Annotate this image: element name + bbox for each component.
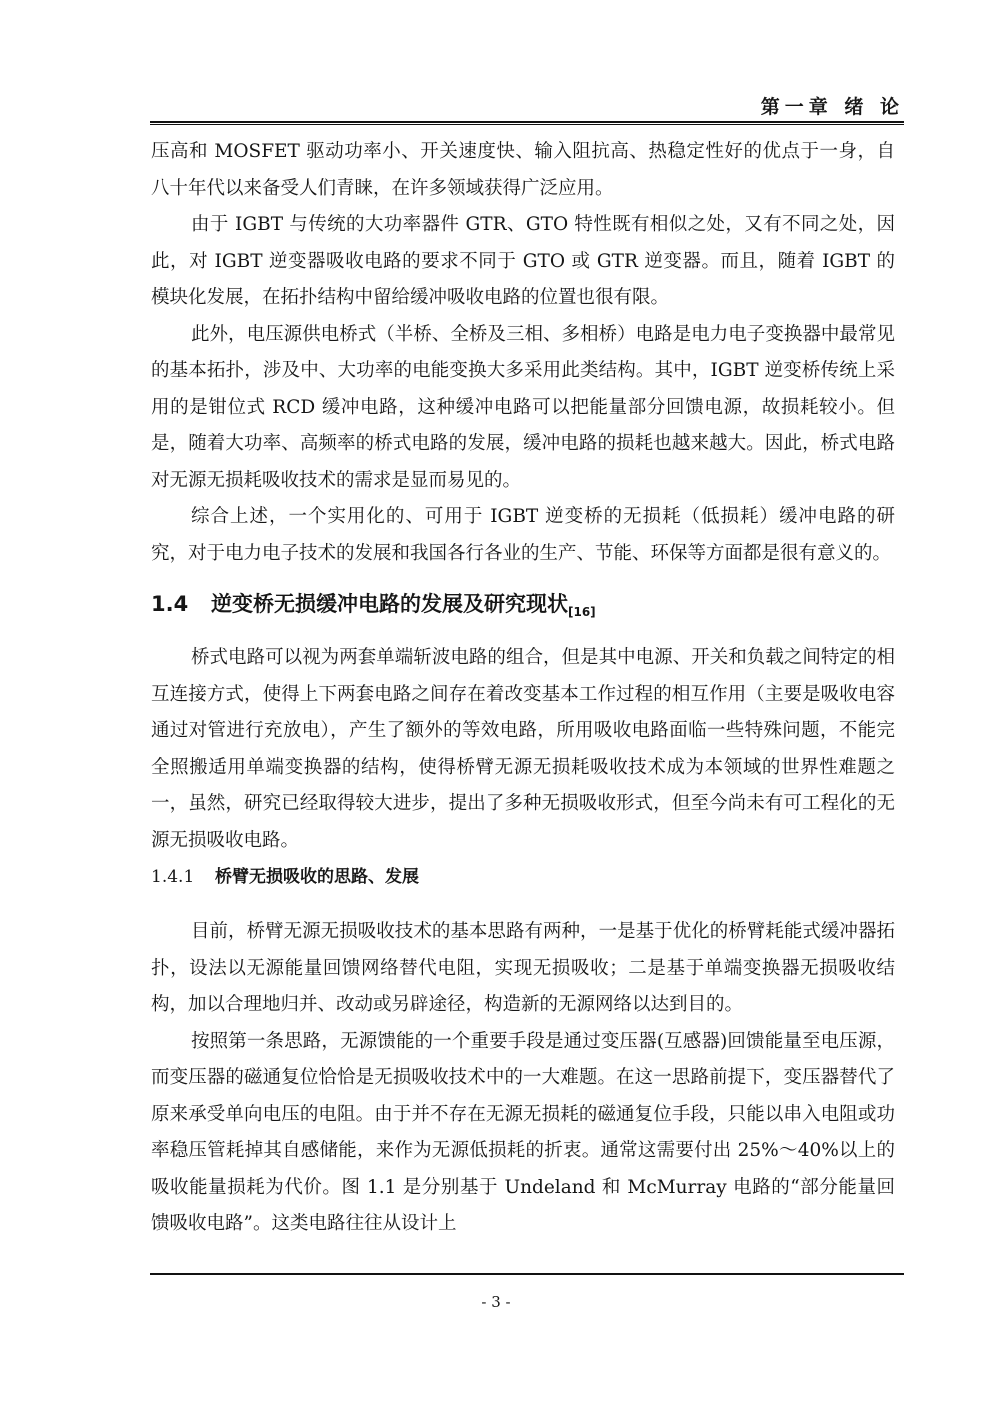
body-text-top bbox=[151, 134, 895, 572]
paragraph-first-approach: 按照第一条思路，无源馈能的一个重要手段是通过变压器(互感器)回馈能量至电压源，而变压器的磁通复位恰恰是无损吸收技术中的一大难题。在这一思路前提下，变压器替代了原来承受单向电压的电阻。由于并不存在无源无损耗的磁通复位手段，只能以串入电阻或功率稳压管耗掉其自感储能，来作为无源低损耗的折衷。通常这需要付出 25%～40%以上的吸收能量损耗为代价。图 1.1 是分别基于 Undeland 和 McMurray 电路的“部分能量回馈吸收电路”。这类电路往往从设计上 bbox=[151, 1030, 895, 1234]
paragraph-igbt-compare: 由于 IGBT 与传统的大功率器件 GTR、GTO 特性既有相似之处，又有不同之处，因此，对 IGBT 逆变器吸收电路的要求不同于 GTO 或 GTR 逆变器。而且，随着 IGBT 的模块化发展，在拓扑结构中留给缓冲吸收电路的位置也很有限。 bbox=[151, 214, 895, 308]
body-text-bottom bbox=[151, 914, 895, 1243]
header-rule-thin bbox=[150, 124, 904, 125]
paragraph-bridge-analysis: 桥式电路可以视为两套单端斩波电路的组合，但是其中电源、开关和负载之间特定的相互连接方式，使得上下两套电路之间存在着改变基本工作过程的相互作用（主要是吸收电容通过对管进行充放电），产生了额外的等效电路，所用吸收电路面临一些特殊问题，不能完全照搬适用单端变换器的结构，使得桥臂无源无损耗吸收技术成为本领域的世界性难题之一，虽然，研究已经取得较大进步，提出了多种无损吸收形式，但至今尚未有可工程化的无源无损吸收电路。 bbox=[151, 647, 895, 851]
paragraph-continued: 压高和 MOSFET 驱动功率小、开关速度快、输入阻抗高、热稳定性好的优点于一身，自八十年代以来备受人们青睐，在许多领域获得广泛应用。 bbox=[151, 141, 895, 199]
section-title: 逆变桥无损缓冲电路的发展及研究现状 bbox=[211, 592, 568, 616]
paragraph-bridge-circuit: 此外，电压源供电桥式（半桥、全桥及三相、多相桥）电路是电力电子变换器中最常见的基本拓扑，涉及中、大功率的电能变换大多采用此类结构。其中，IGBT 逆变桥传统上采用的是钳位式 RCD 缓冲电路，这种缓冲电路可以把能量部分回馈电源，故损耗较小。但是，随着大功率、高频率的桥式电路的发展，缓冲电路的损耗也越来越大。因此，桥式电路对无源无损耗吸收技术的需求是显而易见的。 bbox=[151, 323, 895, 491]
subsection-number: 1.4.1 bbox=[151, 867, 195, 887]
running-header: 第一章 绪 论 bbox=[760, 96, 904, 118]
paragraph-summary: 综合上述，一个实用化的、可用于 IGBT 逆变桥的无损耗（低损耗）缓冲电路的研究，对于电力电子技术的发展和我国各行各业的生产、节能、环保等方面都是很有意义的。 bbox=[151, 506, 895, 564]
header-rule bbox=[150, 121, 904, 123]
section-heading bbox=[151, 588, 596, 619]
footer-rule bbox=[150, 1273, 904, 1275]
paragraph-two-approaches: 目前，桥臂无源无损吸收技术的基本思路有两种，一是基于优化的桥臂耗能式缓冲器拓扑，设法以无源能量回馈网络替代电阻，实现无损吸收；二是基于单端变换器无损吸收结构，加以合理地归并、改动或另辟途径，构造新的无源网络以达到目的。 bbox=[151, 921, 895, 1015]
section-citation: [16] bbox=[568, 605, 596, 620]
subsection-title: 桥臂无损吸收的思路、发展 bbox=[215, 867, 419, 887]
subsection-heading bbox=[151, 862, 419, 887]
section-number: 1.4 bbox=[151, 592, 189, 616]
body-text-section bbox=[151, 640, 895, 859]
page-number: - 3 - bbox=[481, 1293, 511, 1311]
